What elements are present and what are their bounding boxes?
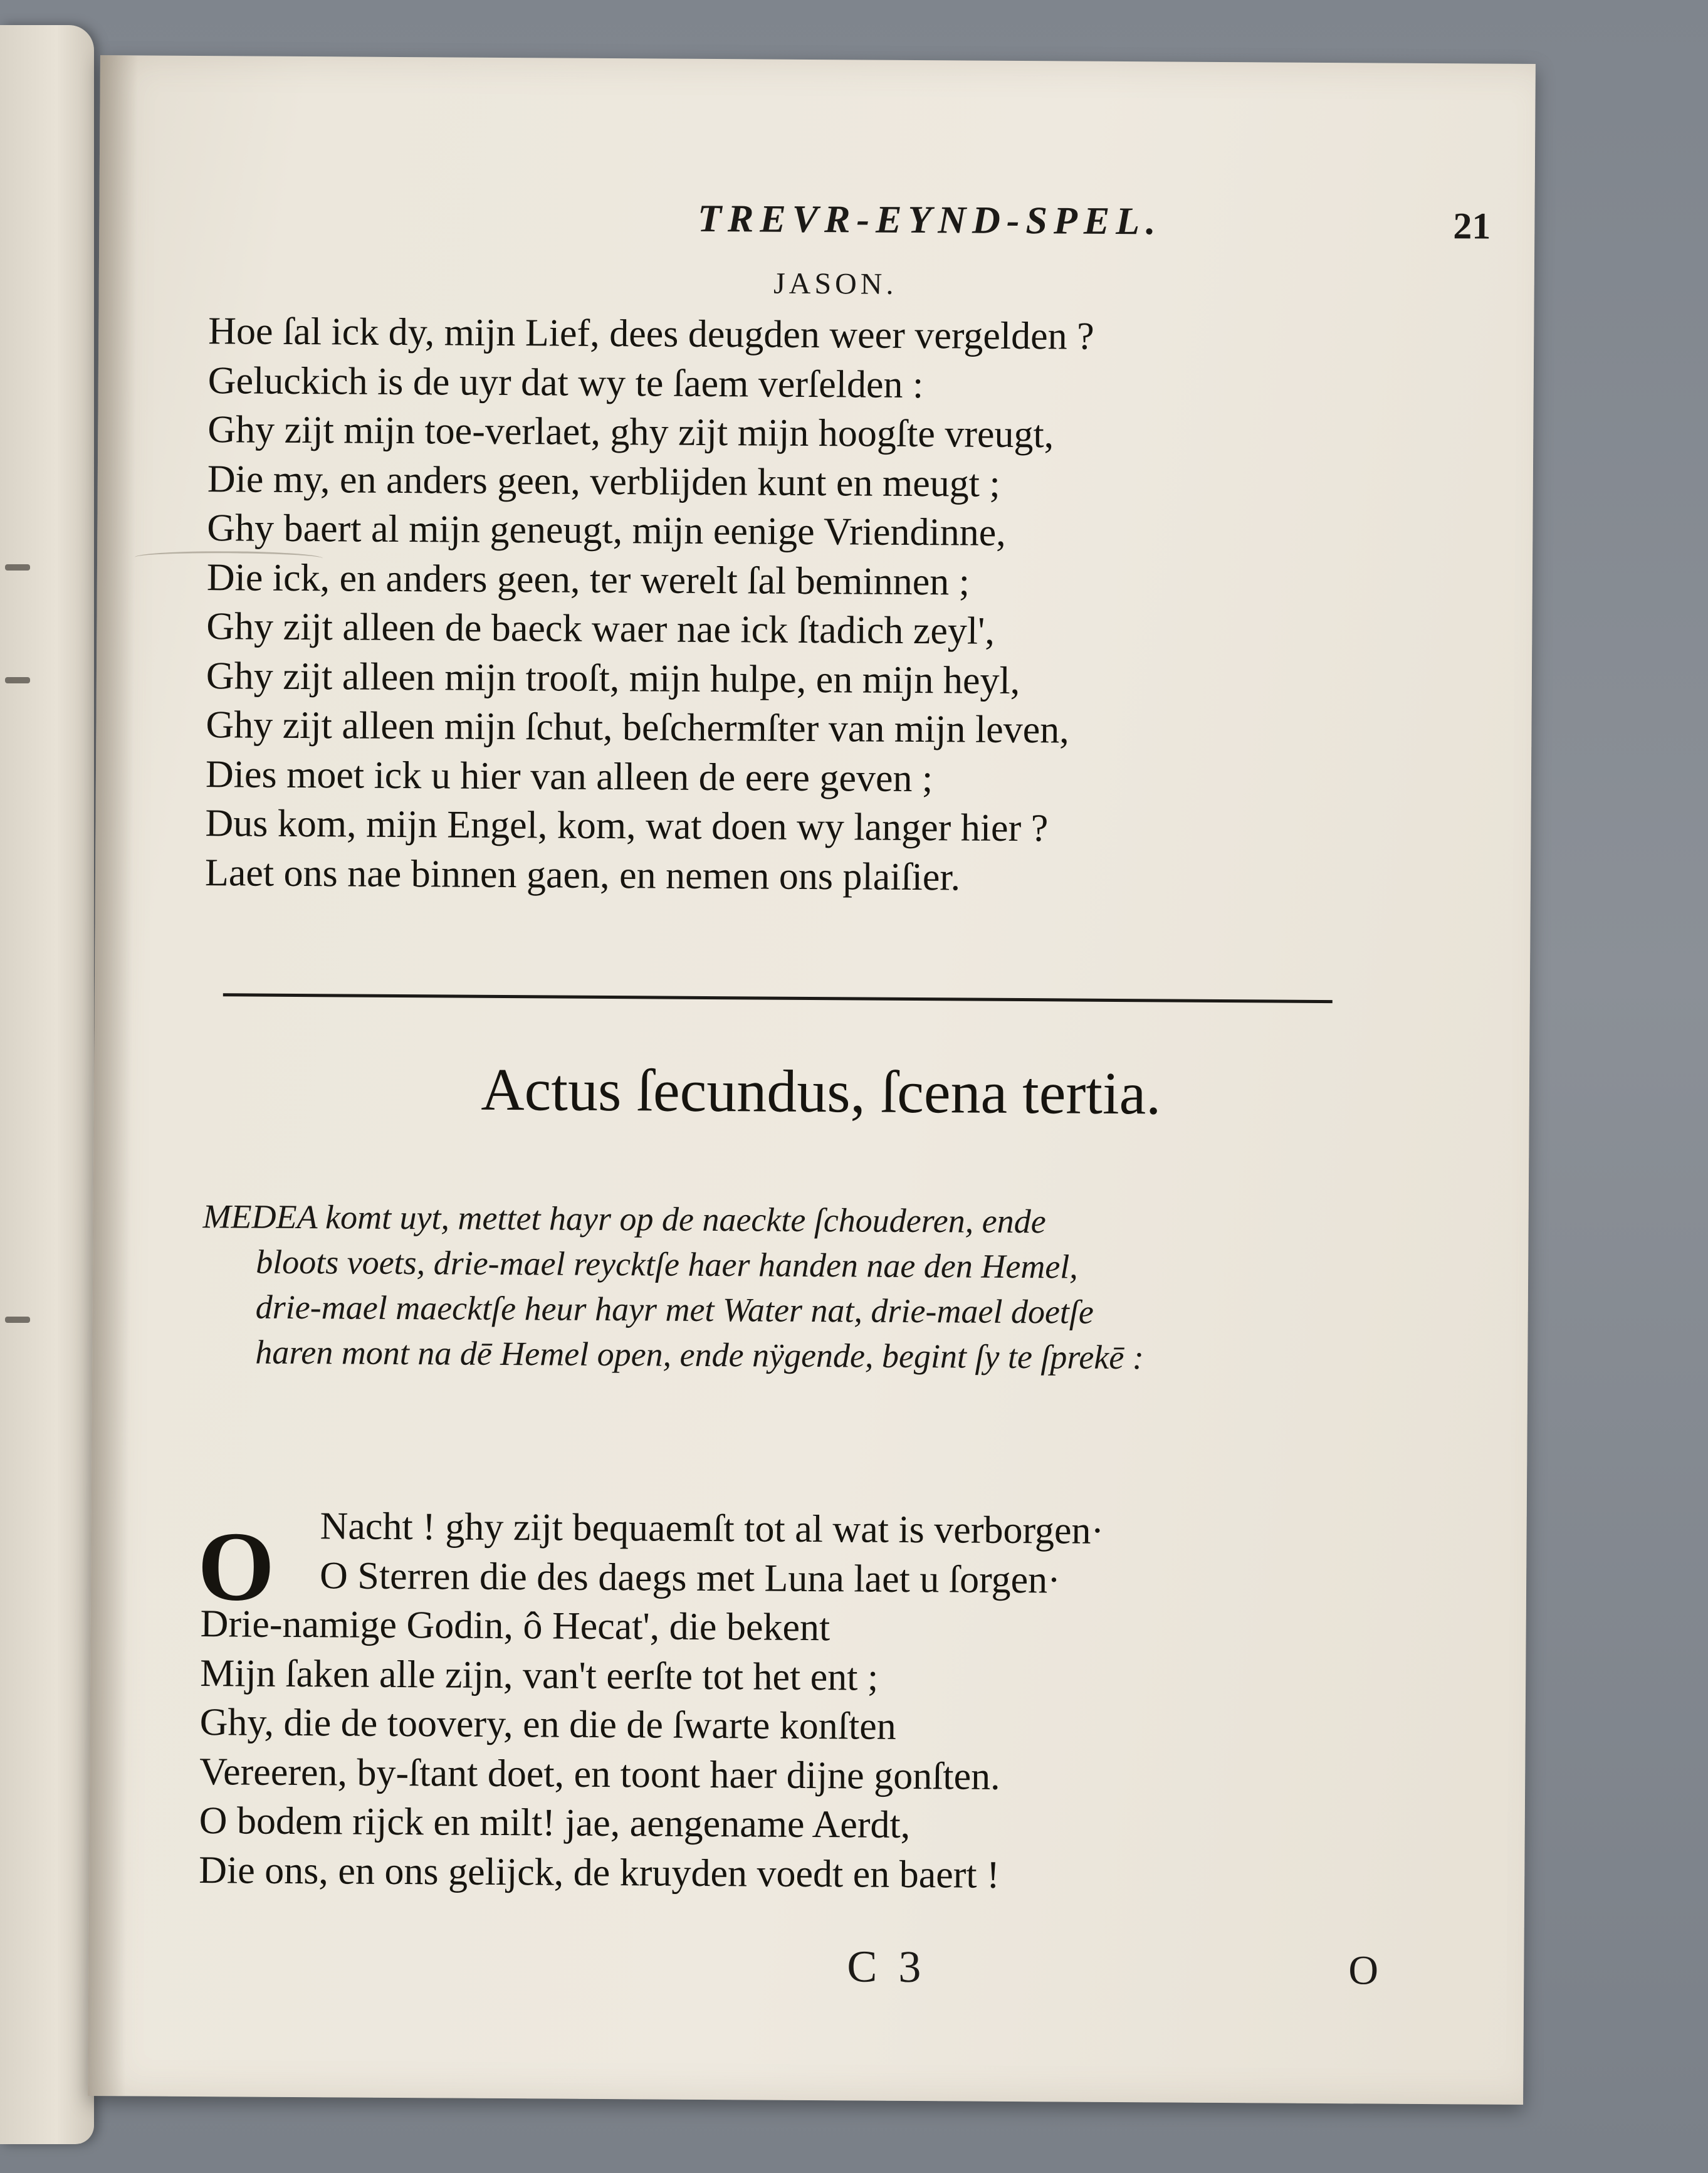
verse-line: Ghy baert al mijn geneugt, mijn eenige Vriendinne,: [207, 507, 1006, 554]
verse-line: Hoe ſal ick dy, mijn Lief, dees deugden weer vergelden ?: [208, 310, 1094, 358]
jason-speech: [205, 307, 1094, 903]
running-head-title: TREVR-EYND-SPEL.: [697, 197, 1162, 243]
medea-speech: [199, 1501, 1104, 1900]
book-page: [88, 55, 1536, 2105]
signature-mark: C 3: [847, 1941, 926, 1992]
ink-bleed-mark: [5, 564, 30, 571]
verse-line: Mijn ſaken alle zijn, van't eerſte tot het ent ;: [199, 1651, 879, 1699]
verse-line: Ghy zijt alleen de baeck waer nae ick ſtadich zeyl',: [206, 605, 995, 653]
verse-line: Drie-namige Godin, ô Hecat', die bekent: [200, 1602, 830, 1649]
facing-page-edge: [0, 25, 94, 2144]
verse-line: Ghy, die de toovery, en die de ſwarte konſten: [199, 1701, 896, 1748]
verse-line: O Sterren die des daegs met Luna laet u ſorgen·: [319, 1554, 1061, 1601]
verse-line: Geluckich is de uyr dat wy te ſaem verſelden :: [207, 359, 924, 406]
verse-line: Laet ons nae binnen gaen, en nemen ons plaiſier.: [204, 851, 961, 898]
running-head: [99, 193, 1534, 246]
verse-line: Die my, en anders geen, verblijden kunt en meugt ;: [207, 457, 1000, 505]
verse-line: O bodem rijck en milt! jae, aengename Aerdt,: [199, 1799, 911, 1846]
verse-line: Die ick, en anders geen, ter werelt ſal beminnen ;: [206, 555, 970, 604]
catchword: O: [1348, 1947, 1379, 1994]
drop-cap: O: [197, 1512, 275, 1622]
verse-line: Die ons, en ons gelijck, de kruyden voedt en baert !: [199, 1848, 1000, 1897]
ink-bleed-mark: [5, 677, 30, 683]
stage-direction-line: haren mont na dē Hemel open, ende nÿgende, begint ſy te ſprekē :: [255, 1333, 1144, 1377]
scene-heading: Actus ſecundus, ſcena tertia.: [481, 1055, 1161, 1127]
stage-direction: [202, 1194, 1394, 1382]
speaker-name: JASON.: [773, 266, 898, 301]
stage-direction-line: drie-mael maecktſe heur hayr met Water nat, drie-mael doetſe: [255, 1288, 1094, 1331]
verse-line: Nacht ! ghy zijt bequaemſt tot al wat is verborgen·: [320, 1505, 1104, 1552]
section-divider: [223, 993, 1333, 1003]
verse-line: Ghy zijt alleen mijn ſchut, beſchermſter van mijn leven,: [206, 703, 1069, 752]
verse-line: Dies moet ick u hier van alleen de eere geven ;: [205, 752, 933, 800]
ink-bleed-mark: [5, 1317, 30, 1323]
verse-line: Vereeren, by-ſtant doet, en toont haer dijne gonſten.: [199, 1750, 1000, 1798]
stage-direction-line: bloots voets, drie-mael reycktſe haer handen nae den Hemel,: [256, 1243, 1078, 1286]
page-number: 21: [1453, 205, 1491, 247]
stage-direction-line: MEDEA komt uyt, mettet hayr op de naeckte ſchouderen, ende: [202, 1197, 1046, 1241]
verse-line: Dus kom, mijn Engel, kom, wat doen wy langer hier ?: [205, 802, 1049, 850]
verse-line: Ghy zijt mijn toe-verlaet, ghy zijt mijn hoogſte vreugt,: [207, 408, 1054, 456]
verse-line: Ghy zijt alleen mijn trooſt, mijn hulpe, en mijn heyl,: [206, 654, 1020, 702]
